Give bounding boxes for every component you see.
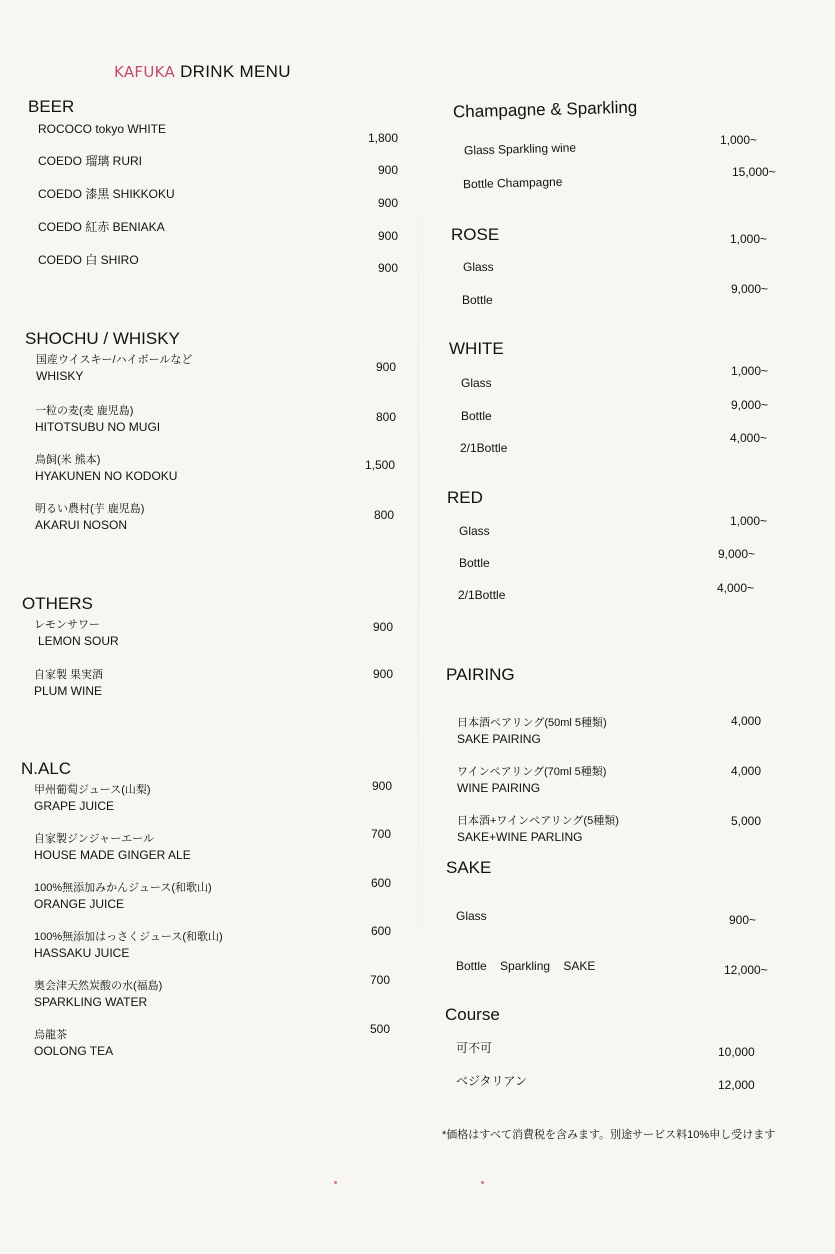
white-item-price: 4,000~ — [730, 431, 768, 445]
course-item-name: 可不可 — [456, 1041, 493, 1055]
rose-item-price: 9,000~ — [731, 282, 769, 296]
shochu-item-ja: 明るい農村(芋 鹿児島) — [35, 503, 145, 515]
nalc-item-ja: 100%無添加みかんジュース(和歌山) — [34, 882, 212, 894]
sake-item-name: Glass — [456, 909, 487, 923]
shochu-item-price: 800 — [375, 410, 396, 424]
pairing-item-price: 4,000 — [731, 714, 762, 728]
pairing-item — [457, 715, 607, 747]
nalc-item-ja: 烏龍茶 — [34, 1029, 67, 1041]
nalc-item-en: HOUSE MADE GINGER ALE — [34, 848, 191, 862]
sake-item-price: 900~ — [729, 913, 757, 927]
shochu-item-en: WHISKY — [36, 369, 84, 383]
others-heading: OTHERS — [22, 594, 93, 613]
nalc-item-en: OOLONG TEA — [34, 1044, 114, 1058]
shochu-item — [36, 352, 192, 384]
nalc-item-en: ORANGE JUICE — [34, 897, 125, 911]
paper-speck — [481, 1181, 484, 1184]
shochu-item — [35, 403, 160, 435]
course-item-price: 12,000 — [718, 1078, 755, 1092]
champagne-item-name: Glass Sparkling wine — [463, 140, 577, 158]
course-heading: Course — [445, 1005, 500, 1024]
red-item-price: 4,000~ — [717, 581, 755, 595]
shochu-item-en: HYAKUNEN NO KODOKU — [35, 469, 178, 483]
pairing-item-price: 4,000 — [731, 764, 762, 778]
others-item-en: LEMON SOUR — [38, 634, 119, 648]
nalc-item — [34, 782, 151, 814]
others-item-ja: 自家製 果実酒 — [34, 669, 104, 681]
brand-name: KAFUKA — [114, 63, 176, 81]
pairing-item-en: WINE PAIRING — [457, 781, 541, 795]
white-item-name: 2/1Bottle — [460, 441, 508, 455]
pairing-item-price: 5,000 — [731, 814, 762, 828]
nalc-item-ja: 奥会津天然炭酸の水(福島) — [34, 980, 163, 992]
tax-note: *価格はすべて消費税を含みます。別途サービス料10%申し受けます — [442, 1129, 776, 1141]
beer-item-name: COEDO 漆黒 SHIKKOKU — [38, 187, 175, 201]
shochu-item-ja: 国産ウイスキー/ハイボールなど — [36, 354, 193, 366]
red-heading: RED — [447, 488, 483, 507]
nalc-item-en: GRAPE JUICE — [34, 799, 115, 813]
beer-item-price: 900 — [377, 163, 398, 177]
pairing-item-ja: ワインペアリング(70ml 5種類) — [457, 766, 607, 778]
nalc-item — [34, 1027, 113, 1059]
sake-item-price: 12,000~ — [724, 963, 768, 977]
nalc-item — [34, 880, 212, 912]
sake-item-name: Bottle Sparkling SAKE — [456, 959, 596, 973]
menu-title-text: DRINK MENU — [180, 62, 291, 81]
nalc-item-price: 900 — [371, 779, 392, 793]
nalc-item-ja: 甲州葡萄ジュース(山梨) — [34, 784, 151, 796]
red-item-name: Bottle — [459, 556, 490, 570]
nalc-item-price: 600 — [370, 876, 391, 890]
champagne-item-price: 15,000~ — [732, 165, 776, 179]
shochu-item-ja: 鳥飼(米 熊本) — [35, 454, 101, 466]
nalc-item-en: SPARKLING WATER — [34, 995, 148, 1009]
nalc-item-price: 500 — [369, 1022, 390, 1036]
nalc-item-ja: 100%無添加はっさくジュース(和歌山) — [34, 931, 223, 943]
others-item-price: 900 — [372, 667, 393, 681]
pairing-item-ja: 日本酒+ワインペアリング(5種類) — [457, 815, 619, 827]
champagne-item-name: Bottle Champagne — [462, 174, 563, 192]
white-item-name: Glass — [461, 376, 492, 390]
page-fold — [418, 0, 419, 1254]
nalc-item-price: 600 — [370, 924, 391, 938]
white-item-price: 9,000~ — [731, 398, 769, 412]
white-heading: WHITE — [449, 339, 504, 358]
paper-speck — [334, 1181, 337, 1184]
red-item-name: 2/1Bottle — [458, 588, 506, 602]
beer-item-name: COEDO 瑠璃 RURI — [38, 154, 143, 168]
others-item-ja: レモンサワー — [34, 619, 100, 631]
white-item-name: Bottle — [461, 409, 492, 423]
nalc-item — [34, 831, 191, 863]
beer-item-name: ROCOCO tokyo WHITE — [38, 122, 167, 136]
champagne-heading: Champagne & Sparkling — [452, 97, 638, 122]
champagne-item-price: 1,000~ — [720, 133, 758, 147]
pairing-item — [457, 813, 619, 845]
menu-title — [114, 62, 291, 82]
nalc-item-price: 700 — [370, 827, 391, 841]
nalc-item-ja: 自家製ジンジャーエール — [34, 833, 155, 845]
shochu-item-ja: 一粒の麦(麦 鹿児島) — [35, 405, 134, 417]
red-item-name: Glass — [459, 524, 490, 538]
shochu-item-price: 1,500 — [364, 458, 395, 472]
rose-item-price: 1,000~ — [730, 232, 768, 246]
rose-heading: ROSE — [451, 225, 500, 244]
beer-item-name: COEDO 白 SHIRO — [38, 253, 139, 267]
nalc-item — [34, 978, 162, 1010]
nalc-item-en: HASSAKU JUICE — [34, 946, 130, 960]
shochu-item-en: AKARUI NOSON — [35, 518, 128, 532]
others-item — [34, 667, 103, 699]
sake-heading: SAKE — [446, 858, 492, 877]
pairing-heading: PAIRING — [446, 665, 515, 684]
pairing-item — [457, 764, 606, 796]
rose-item-name: Glass — [463, 260, 494, 274]
nalc-heading: N.ALC — [21, 759, 72, 778]
nalc-item-price: 700 — [369, 973, 390, 987]
shochu-item-price: 800 — [373, 508, 394, 522]
shochu-item — [35, 452, 177, 484]
shochu-item-price: 900 — [375, 360, 396, 374]
beer-item-price: 900 — [377, 196, 398, 210]
beer-item-price: 900 — [377, 229, 398, 243]
rose-item-name: Bottle — [462, 293, 493, 307]
others-item — [34, 617, 119, 649]
others-item-en: PLUM WINE — [34, 684, 103, 698]
pairing-item-en: SAKE PAIRING — [457, 732, 541, 746]
beer-item-name: COEDO 紅赤 BENIAKA — [38, 220, 165, 234]
beer-item-price: 900 — [377, 261, 398, 275]
shochu-item — [35, 501, 144, 533]
red-item-price: 9,000~ — [718, 547, 756, 561]
nalc-item — [34, 929, 223, 961]
shochu-heading: SHOCHU / WHISKY — [25, 329, 180, 348]
others-item-price: 900 — [372, 620, 393, 634]
course-item-price: 10,000 — [718, 1045, 755, 1059]
beer-heading: BEER — [28, 97, 75, 116]
red-item-price: 1,000~ — [730, 514, 768, 528]
course-item-name: ベジタリアン — [456, 1074, 528, 1088]
beer-item-price: 1,800 — [367, 131, 398, 145]
shochu-item-en: HITOTSUBU NO MUGI — [35, 420, 161, 434]
white-item-price: 1,000~ — [731, 364, 769, 378]
pairing-item-ja: 日本酒ペアリング(50ml 5種類) — [457, 717, 607, 729]
pairing-item-en: SAKE+WINE PARLING — [457, 830, 583, 844]
